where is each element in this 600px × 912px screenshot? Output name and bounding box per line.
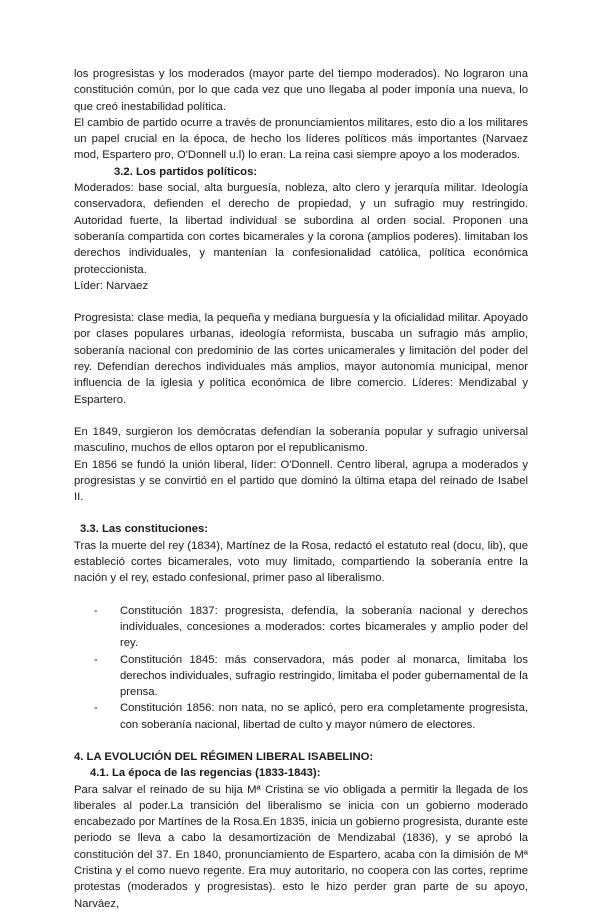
list-item <box>94 700 528 733</box>
spacer <box>74 408 528 424</box>
spacer <box>74 505 528 521</box>
spacer <box>74 587 528 603</box>
list-item-text: Constitución 1845: más conservadora, más poder al monarca, limitaba los derechos individuales, sufragio restringido, limitaba el poder gubernamental de la prensa. <box>120 653 528 699</box>
constitution-list <box>74 603 528 733</box>
constituciones-intro: Tras la muerte del rey (1834), Martínez de la Rosa, redactó el estatuto real (docu, lib), que estableció cortes bicamerales, voto muy limitado, compartiendo la soberanía entre la nación y el rey, estado confesional, primer paso al liberalismo. <box>74 539 528 585</box>
intro-paragraph-2: El cambio de partido ocurre a través de pronunciamientos militares, esto dio a los militares un papel crucial en la época, de hecho los líderes políticos más importantes (Narvaez mod, Espartero pro, O'Donnell u.l) lo eran. La reina casi siempre apoyo a los moderados. <box>74 116 528 162</box>
list-item-text: Constitución 1837: progresista, defendía, la soberanía nacional y derechos individuales, concesiones a moderados: cortes bicamerales y amplio poder del rey. <box>120 604 528 650</box>
spacer <box>74 733 528 749</box>
chapter-heading: 4. LA EVOLUCIÓN DEL RÉGIMEN LIBERAL ISABELINO: <box>74 750 374 763</box>
regencias-paragraph: Para salvar el reinado de su hija Mª Cristina se vio obligada a permitir la llegada de los liberales al poder.La transición del liberalismo se inicia con un gobierno moderado encabezado por Martínes de la Rosa.En 1835, inicia un gobierno progresista, durante este periodo se lleva a cabo la desamortización de Mendizabal (1836), y se aprobó la constitución del 37. En 1840, pronunciamiento de Espartero, acaba con la dimisión de Mª Cristina y el como nuevo regente. Era muy autoritario, no coopera con las cortes, reprime protestas (moderados y progresistas). esto le hizo perder gran parte de su apoyo, Narváez, <box>74 783 528 910</box>
section-heading-partidos: 3.2. Los partidos políticos: <box>114 165 258 178</box>
list-item <box>94 603 528 652</box>
section-heading-regencias: 4.1. La época de las regencias (1833-1843): <box>90 767 321 780</box>
moderados-paragraph: Moderados: base social, alta burguesía, nobleza, alto clero y jerarquía militar. Ideología conservadora, defienden el derecho de propiedad, y un sufragio muy restringido. Autoridad fuerte, la libertad individual se subordina al orden social. Proponen una soberanía compartida con cortes bicamerales y la corona (amplios poderes). limitaban los derechos individuales, y mantenían la confesionalidad católica, política económica proteccionista. <box>74 182 528 276</box>
moderados-leader: Líder: Narvaez <box>74 279 149 292</box>
list-item-text: Constitución 1856: non nata, no se aplicó, pero era completamente progresista, con soberanía nacional, libertad de culto y mayor número de electores. <box>120 702 528 731</box>
dash-bullet: - <box>94 653 98 666</box>
union-liberal-paragraph: En 1856 se fundó la unión liberal, líder: O'Donnell. Centro liberal, agrupa a moderados y progresistas y se convirtió en el partido que dominó la última etapa del reinado de Isabel II. <box>74 458 528 504</box>
dash-bullet: - <box>94 604 98 617</box>
intro-paragraph-1: los progresistas y los moderados (mayor parte del tiempo moderados). No lograron una constitución común, por lo que cada vez que uno llegaba al poder imponía una nueva, lo que creó inestabilidad política. <box>74 68 528 113</box>
section-heading-constituciones: 3.3. Las constituciones: <box>80 523 209 536</box>
list-item <box>94 652 528 701</box>
spacer <box>74 294 528 310</box>
progresista-paragraph: Progresista: clase media, la pequeña y mediana burguesía y la oficialidad militar. Apoyado por clases populares urbanas, ideología reformista, buscaba un sufragio más amplio, soberanía nacional con predominio de las cortes unicamerales y limitación del poder del rey. Defendían derechos individuales más amplios, mayor autonomía municipal, menor influencia de la iglesia y política económica de libre comercio. Líderes: Mendizabal y Espartero. <box>74 312 528 406</box>
democratas-paragraph: En 1849, surgieron los demócratas defendían la soberanía popular y sufragio universal masculino, muchos de ellos optaron por el republicanismo. <box>74 425 528 455</box>
dash-bullet: - <box>94 702 98 715</box>
